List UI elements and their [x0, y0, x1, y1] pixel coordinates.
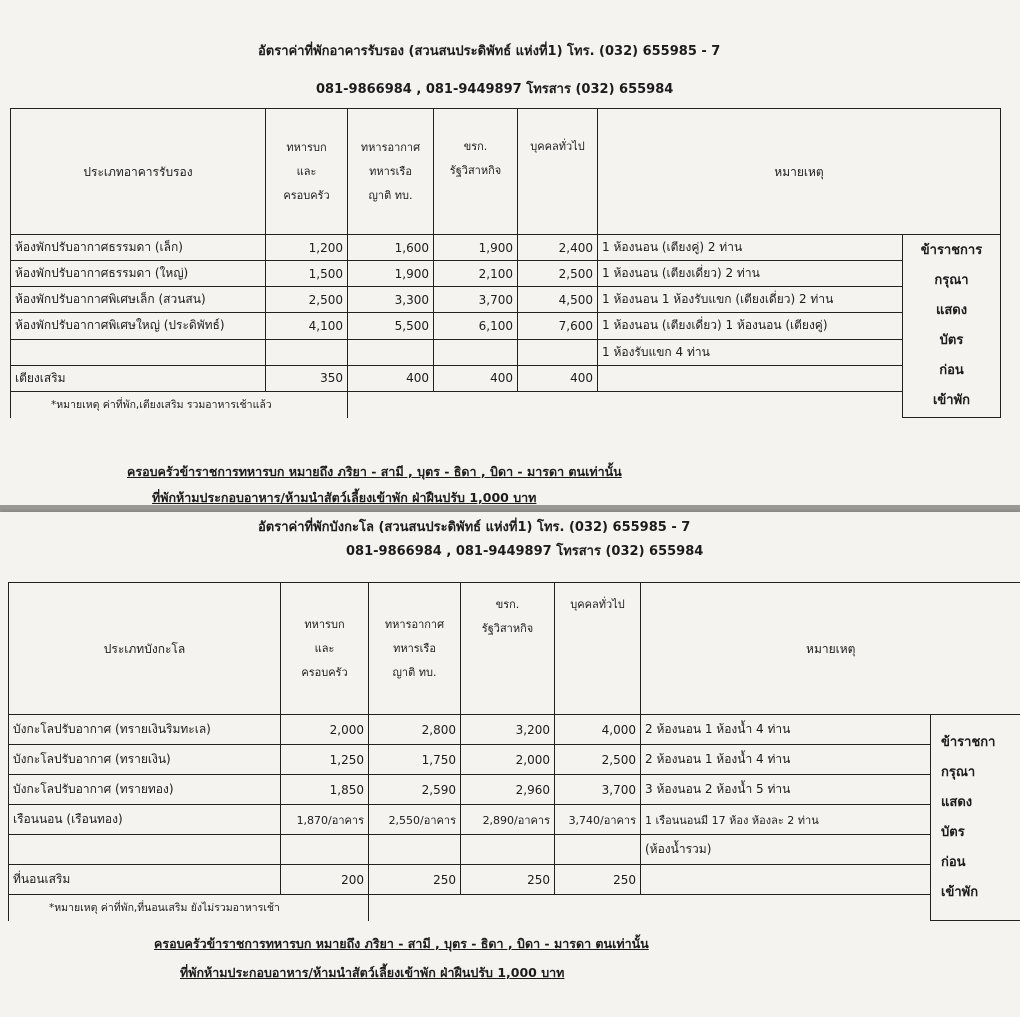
row-name: ที่นอนเสริม [9, 865, 281, 895]
cell-public [555, 835, 641, 865]
header-remark: หมายเหตุ [598, 109, 1001, 235]
row-name: ห้องพักปรับอากาศธรรมดา (ใหญ่) [11, 261, 266, 287]
header-public: บุคคลทั่วไป [555, 583, 641, 715]
header-army [281, 583, 369, 715]
cell-gov: 2,100 [434, 261, 518, 287]
cell-gov [434, 339, 518, 365]
table-row [11, 261, 1001, 287]
header-gov-line2: รัฐวิสาหกิจ [481, 622, 534, 635]
cell-army: 4,100 [266, 313, 348, 339]
side-note-line1: ข้าราชกา [941, 734, 996, 750]
cell-airnavy: 2,550/อาคาร [369, 805, 461, 835]
sheet1-rate-table [10, 108, 1001, 418]
cell-remark: 3 ห้องนอน 2 ห้องน้ำ 5 ท่าน [641, 775, 931, 805]
sheet1-footer-family: ครอบครัวข้าราชการทหารบก หมายถึง ภริยา - สามี , บุตร - ธิดา , บิดา - มารดา ตนเท่านั้น [127, 464, 622, 479]
cell-army: 200 [281, 865, 369, 895]
side-note-line5: ก่อน [939, 363, 964, 378]
row-name: บังกะโลปรับอากาศ (ทรายเงิน) [9, 745, 281, 775]
sheet2-rate-table [8, 582, 1020, 921]
table-row [11, 365, 1001, 391]
side-note-line3: แสดง [941, 794, 973, 810]
cell-army: 1,500 [266, 261, 348, 287]
side-note-line6: เข้าพัก [941, 884, 979, 900]
note-row-filler [369, 895, 461, 921]
cell-airnavy [369, 835, 461, 865]
sheet1-header-row [11, 109, 1001, 235]
cell-remark: 1 เรือนนอนมี 17 ห้อง ห้องละ 2 ท่าน [641, 805, 931, 835]
note-row-filler [348, 391, 434, 417]
cell-gov: 3,700 [434, 287, 518, 313]
header-airnavy-line2: ทหารเรือ [393, 641, 436, 655]
cell-airnavy: 1,900 [348, 261, 434, 287]
cell-airnavy: 1,600 [348, 235, 434, 261]
cell-public [518, 339, 598, 365]
cell-airnavy: 2,590 [369, 775, 461, 805]
cell-remark: (ห้องน้ำรวม) [641, 835, 931, 865]
cell-gov: 250 [461, 865, 555, 895]
sheet1-title: อัตราค่าที่พักอาคารรับรอง (สวนสนประดิพัทธ์ แห่งที่1) โทร. (032) 655985 - 7 [258, 44, 721, 59]
header-gov-line1: ขรก. [463, 140, 488, 153]
table-row [11, 235, 1001, 261]
cell-public: 2,400 [518, 235, 598, 261]
cell-army: 1,850 [281, 775, 369, 805]
row-name: ห้องพักปรับอากาศธรรมดา (เล็ก) [11, 235, 266, 261]
side-note-line3: แสดง [935, 303, 968, 318]
cell-remark: 1 ห้องนอน 1 ห้องรับแขก (เตียงเดี่ยว) 2 ท่าน [598, 287, 903, 313]
row-name: ห้องพักปรับอากาศพิเศษใหญ่ (ประดิพัทธ์) [11, 313, 266, 339]
header-army-line3: ครอบครัว [283, 188, 330, 202]
header-gov [461, 583, 555, 715]
header-airnavy [348, 109, 434, 235]
table-row [9, 715, 1020, 745]
cell-gov: 1,900 [434, 235, 518, 261]
header-army-line2: และ [314, 641, 335, 655]
header-public: บุคคลทั่วไป [518, 109, 598, 235]
cell-airnavy: 5,500 [348, 313, 434, 339]
cell-airnavy: 2,800 [369, 715, 461, 745]
cell-gov: 6,100 [434, 313, 518, 339]
cell-gov: 3,200 [461, 715, 555, 745]
cell-remark [598, 365, 903, 391]
header-gov-line1: ขรก. [495, 598, 520, 611]
cell-remark: 1 ห้องรับแขก 4 ท่าน [598, 339, 903, 365]
id-card-notice [903, 235, 1001, 418]
cell-airnavy: 1,750 [369, 745, 461, 775]
table-row [9, 835, 1020, 865]
cell-remark [641, 865, 931, 895]
cell-army [266, 339, 348, 365]
side-note-line5: ก่อน [941, 854, 966, 870]
table-row [9, 775, 1020, 805]
table-note-row [11, 391, 1001, 417]
header-remark: หมายเหตุ [641, 583, 1020, 715]
cell-gov: 2,890/อาคาร [461, 805, 555, 835]
cell-airnavy [348, 339, 434, 365]
row-name: บังกะโลปรับอากาศ (ทรายทอง) [9, 775, 281, 805]
table-note: *หมายเหตุ ค่าที่พัก,ที่นอนเสริม ยังไม่รวมอาหารเช้า [9, 895, 369, 921]
side-note-line4: บัตร [941, 824, 965, 840]
side-note-line1: ข้าราชการ [920, 243, 983, 258]
header-army-line2: และ [296, 164, 317, 178]
cell-remark: 1 ห้องนอน (เตียงเดี่ยว) 2 ท่าน [598, 261, 903, 287]
table-row [11, 287, 1001, 313]
note-row-empty [434, 391, 903, 417]
header-type: ประเภทบังกะโล [9, 583, 281, 715]
cell-army: 350 [266, 365, 348, 391]
id-card-notice [931, 715, 1020, 921]
cell-public: 4,000 [555, 715, 641, 745]
table-row [9, 805, 1020, 835]
cell-public: 3,740/อาคาร [555, 805, 641, 835]
header-army-line1: ทหารบก [286, 140, 327, 154]
note-row-empty [461, 895, 931, 921]
table-note: *หมายเหตุ ค่าที่พัก,เตียงเสริม รวมอาหารเช้าแล้ว [11, 391, 348, 417]
header-airnavy-line1: ทหารอากาศ [384, 617, 445, 631]
sheet1-phones: 081-9866984 , 081-9449897 โทรสาร (032) 655984 [316, 82, 674, 97]
cell-army: 1,200 [266, 235, 348, 261]
sheet2-footer-rules: ที่พักห้ามประกอบอาหาร/ห้ามนำสัตว์เลี้ยงเข้าพัก ฝ่าฝืนปรับ 1,000 บาท [180, 965, 565, 980]
cell-public: 2,500 [518, 261, 598, 287]
sheet-separator [0, 505, 1020, 512]
row-name: บังกะโลปรับอากาศ (ทรายเงินริมทะเล) [9, 715, 281, 745]
cell-army: 2,500 [266, 287, 348, 313]
cell-public: 7,600 [518, 313, 598, 339]
cell-remark: 2 ห้องนอน 1 ห้องน้ำ 4 ท่าน [641, 745, 931, 775]
side-note-line4: บัตร [939, 333, 964, 348]
cell-gov: 2,000 [461, 745, 555, 775]
header-gov [434, 109, 518, 235]
cell-public: 250 [555, 865, 641, 895]
cell-remark: 2 ห้องนอน 1 ห้องน้ำ 4 ท่าน [641, 715, 931, 745]
side-note-line2: กรุณา [941, 764, 976, 780]
sheet1-footer-rules: ที่พักห้ามประกอบอาหาร/ห้ามนำสัตว์เลี้ยงเข้าพัก ฝ่าฝืนปรับ 1,000 บาท [152, 490, 537, 505]
side-note-line6: เข้าพัก [932, 393, 971, 408]
cell-airnavy: 3,300 [348, 287, 434, 313]
header-airnavy-line1: ทหารอากาศ [360, 140, 421, 154]
rate-sheet-bungalow [0, 512, 1020, 1017]
sheet2-header-row [9, 583, 1020, 715]
header-type: ประเภทอาคารรับรอง [11, 109, 266, 235]
header-airnavy-line3: ญาติ ทบ. [392, 665, 437, 679]
table-row [11, 313, 1001, 339]
cell-public: 4,500 [518, 287, 598, 313]
header-airnavy [369, 583, 461, 715]
row-name: เตียงเสริม [11, 365, 266, 391]
sheet2-title: อัตราค่าที่พักบังกะโล (สวนสนประดิพัทธ์ แห่งที่1) โทร. (032) 655985 - 7 [258, 520, 691, 535]
cell-gov [461, 835, 555, 865]
cell-airnavy: 250 [369, 865, 461, 895]
cell-airnavy: 400 [348, 365, 434, 391]
table-note-row [9, 895, 1020, 921]
header-army [266, 109, 348, 235]
table-row [9, 745, 1020, 775]
header-gov-line2: รัฐวิสาหกิจ [449, 164, 502, 177]
row-name [11, 339, 266, 365]
header-army-line1: ทหารบก [304, 617, 345, 631]
header-army-line3: ครอบครัว [301, 665, 348, 679]
rate-sheet-guest-building [0, 0, 1020, 505]
cell-army [281, 835, 369, 865]
cell-army: 1,250 [281, 745, 369, 775]
cell-gov: 400 [434, 365, 518, 391]
cell-army: 1,870/อาคาร [281, 805, 369, 835]
cell-public: 400 [518, 365, 598, 391]
cell-remark: 1 ห้องนอน (เตียงคู่) 2 ท่าน [598, 235, 903, 261]
table-row [9, 865, 1020, 895]
cell-remark: 1 ห้องนอน (เตียงเดี่ยว) 1 ห้องนอน (เตียงคู่) [598, 313, 903, 339]
cell-public: 3,700 [555, 775, 641, 805]
row-name: เรือนนอน (เรือนทอง) [9, 805, 281, 835]
cell-army: 2,000 [281, 715, 369, 745]
row-name: ห้องพักปรับอากาศพิเศษเล็ก (สวนสน) [11, 287, 266, 313]
sheet2-footer-family: ครอบครัวข้าราชการทหารบก หมายถึง ภริยา - สามี , บุตร - ธิดา , บิดา - มารดา ตนเท่านั้น [154, 936, 649, 951]
header-airnavy-line3: ญาติ ทบ. [368, 188, 413, 202]
side-note-line2: กรุณา [934, 273, 969, 288]
header-airnavy-line2: ทหารเรือ [369, 164, 412, 178]
table-row [11, 339, 1001, 365]
row-name [9, 835, 281, 865]
cell-gov: 2,960 [461, 775, 555, 805]
sheet2-phones: 081-9866984 , 081-9449897 โทรสาร (032) 655984 [346, 544, 704, 559]
cell-public: 2,500 [555, 745, 641, 775]
